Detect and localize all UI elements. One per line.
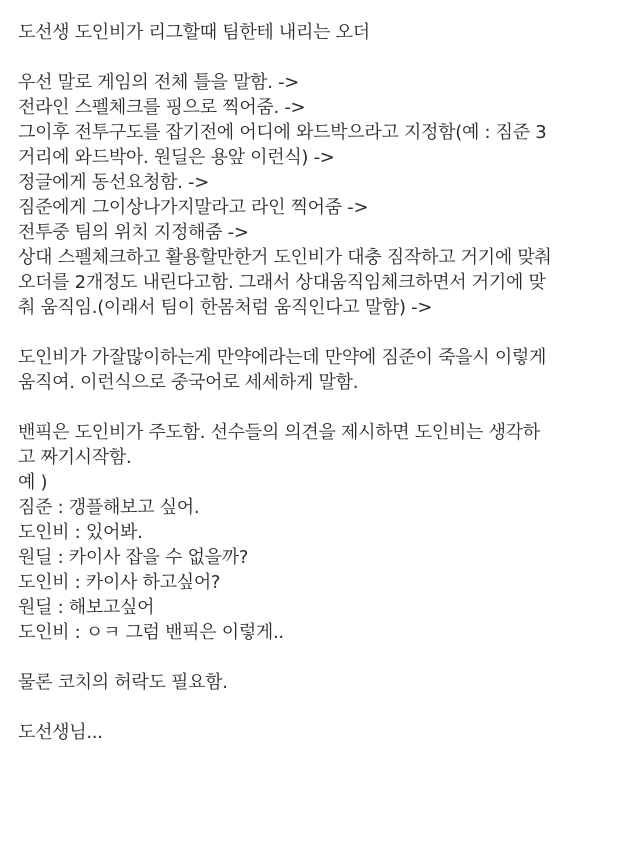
- order-line-2: 전라인 스펠체크를 핑으로 찍어줌. ->: [18, 97, 306, 118]
- paragraph-gap: [18, 695, 628, 720]
- order-line-7: 전투중 팀의 위치 지정해줌 ->: [18, 222, 249, 243]
- dialogue-line-5: 원딜 : 해보고싶어: [18, 597, 155, 618]
- order-line-6: 짐준에게 그이상나가지말라고 라인 찍어줌 ->: [18, 197, 369, 218]
- dialogue-line-2: 도인비 : 있어봐.: [18, 522, 143, 543]
- order-line-9: 오더를 2개정도 내린다고함. 그래서 상대움직임체크하면서 거기에 맞: [18, 272, 546, 293]
- post-body: [18, 20, 628, 745]
- paragraph-gap: [18, 645, 628, 670]
- banpick-line-1: 밴픽은 도인비가 주도함. 선수들의 의견을 제시하면 도인비는 생각하: [18, 422, 540, 443]
- dialogue-line-6: 도인비 : ㅇㅋ 그럼 밴픽은 이렇게..: [18, 622, 284, 643]
- post-title: 도선생 도인비가 리그할때 팀한테 내리는 오더: [18, 22, 370, 43]
- coach-note: 물론 코치의 허락도 필요함.: [18, 672, 228, 693]
- order-line-4: 거리에 와드박아. 원딜은 용앞 이런식) ->: [18, 147, 335, 168]
- order-line-10: 춰 움직임.(이래서 팀이 한몸처럼 움직인다고 말함) ->: [18, 297, 433, 318]
- if-line-1: 도인비가 가잘많이하는게 만약에라는데 만약에 짐준이 죽을시 이렇게: [18, 347, 547, 368]
- order-line-3: 그이후 전투구도를 잡기전에 어디에 와드박으라고 지정함(예 : 짐준 3: [18, 122, 547, 143]
- paragraph-gap: [18, 320, 628, 345]
- example-label: 예 ): [18, 472, 48, 493]
- if-line-2: 움직여. 이런식으로 중국어로 세세하게 말함.: [18, 372, 359, 393]
- order-line-8: 상대 스펠체크하고 활용할만한거 도인비가 대충 짐작하고 거기에 맞춰: [18, 247, 552, 268]
- dialogue-line-4: 도인비 : 카이사 하고싶어?: [18, 572, 221, 593]
- paragraph-gap: [18, 45, 628, 70]
- order-line-1: 우선 말로 게임의 전체 틀을 말함. ->: [18, 72, 300, 93]
- closing-line: 도선생님...: [18, 722, 103, 743]
- dialogue-line-1: 짐준 : 갱플해보고 싶어.: [18, 497, 200, 518]
- paragraph-gap: [18, 395, 628, 420]
- order-line-5: 정글에게 동선요청함. ->: [18, 172, 210, 193]
- dialogue-line-3: 원딜 : 카이사 잡을 수 없을까?: [18, 547, 249, 568]
- banpick-line-2: 고 짜기시작함.: [18, 447, 132, 468]
